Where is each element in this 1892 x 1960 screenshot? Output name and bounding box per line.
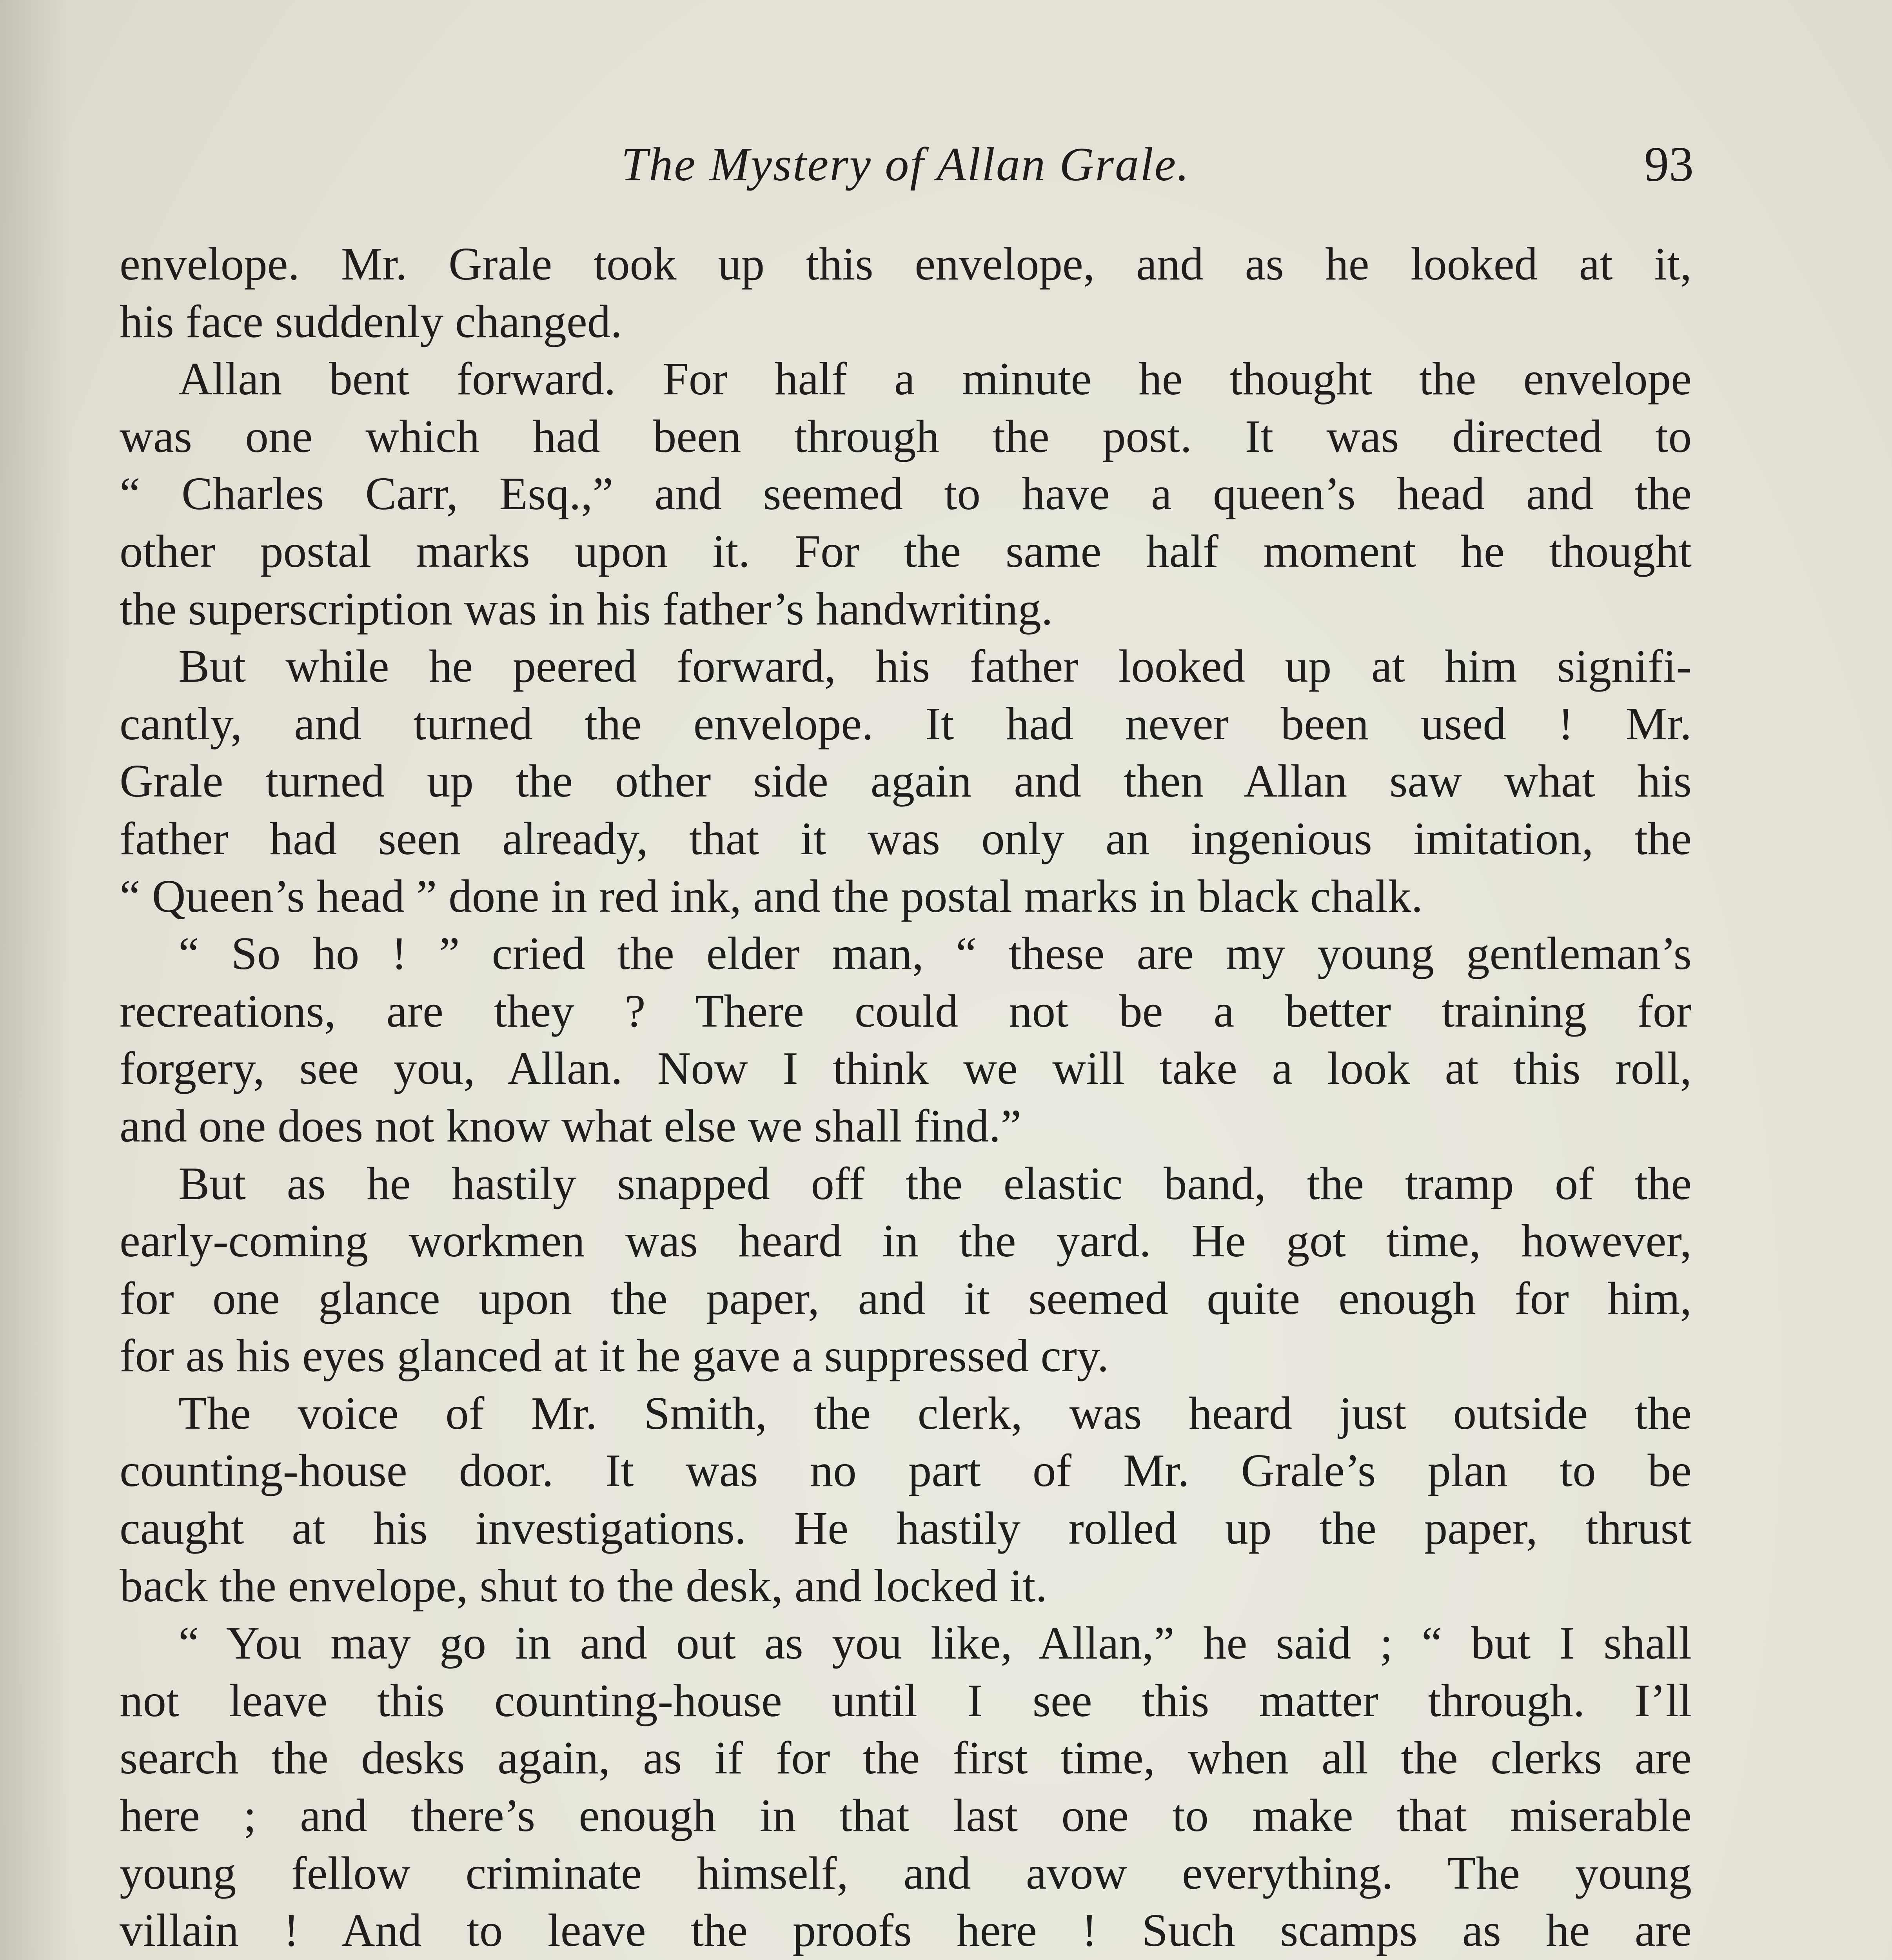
text-line: villain ! And to leave the proofs here ! Such scamps as he are [120, 1904, 1692, 1956]
text-line: and one does not know what else we shall find.” [120, 1100, 1022, 1152]
text-line: But while he peered forward, his father looked up at him signifi- [178, 640, 1692, 692]
text-line: “ So ho ! ” cried the elder man, “ these are my young gentleman’s [178, 927, 1692, 980]
paragraph [120, 1155, 1692, 1385]
text-line: caught at his investigations. He hastily rolled up the paper, thrust [120, 1502, 1692, 1554]
running-head [118, 129, 1694, 200]
text-line: was one which had been through the post. It was directed to [120, 410, 1692, 462]
text-line: The voice of Mr. Smith, the clerk, was heard just outside the [178, 1387, 1692, 1439]
paragraph [120, 637, 1692, 925]
text-line: his face suddenly changed. [120, 295, 623, 347]
text-line: recreations, are they ? There could not be a better training for [120, 985, 1692, 1037]
text-line: other postal marks upon it. For the same half moment he thought [120, 525, 1692, 577]
paragraph [120, 350, 1692, 637]
text-line: “ Charles Carr, Esq.,” and seemed to have a queen’s head and the [120, 468, 1692, 520]
text-line: for as his eyes glanced at it he gave a suppressed cry. [120, 1330, 1109, 1382]
text-line: Grale turned up the other side again and then Allan saw what his [120, 755, 1692, 807]
paragraph [120, 1614, 1692, 1960]
text-line: “ Queen’s head ” done in red ink, and the postal marks in black chalk. [120, 870, 1423, 922]
text-line: cantly, and turned the envelope. It had never been used ! Mr. [120, 697, 1692, 750]
text-line: for one glance upon the paper, and it seemed quite enough for him, [120, 1272, 1692, 1324]
paragraph [120, 235, 1692, 350]
text-line: Allan bent forward. For half a minute he thought the envelope [178, 353, 1692, 405]
text-line: envelope. Mr. Grale took up this envelope, and as he looked at it, [120, 238, 1692, 290]
paragraph [120, 925, 1692, 1154]
text-line: forgery, see you, Allan. Now I think we will take a look at this roll, [120, 1042, 1692, 1094]
text-line: not leave this counting-house until I see this matter through. I’ll [120, 1674, 1692, 1726]
text-line: father had seen already, that it was only an ingenious imitation, the [120, 812, 1692, 864]
text-line: here ; and there’s enough in that last one to make that miserable [120, 1789, 1692, 1842]
text-line: search the desks again, as if for the first time, when all the clerks are [120, 1732, 1692, 1784]
text-line: counting-house door. It was no part of Mr. Grale’s plan to be [120, 1445, 1692, 1497]
text-line: the superscription was in his father’s handwriting. [120, 583, 1053, 635]
running-title: The Mystery of Allan Grale. [621, 138, 1190, 191]
page-number: 93 [1644, 137, 1694, 192]
text-line: But as he hastily snapped off the elastic band, the tramp of the [178, 1157, 1692, 1209]
body-text [120, 235, 1692, 1960]
paragraph [120, 1385, 1692, 1614]
text-line: early-coming workmen was heard in the yard. He got time, however, [120, 1215, 1692, 1267]
gutter-shadow [0, 0, 71, 1960]
text-line: back the envelope, shut to the desk, and locked it. [120, 1559, 1048, 1612]
text-line: “ You may go in and out as you like, Allan,” he said ; “ but I shall [178, 1617, 1692, 1669]
text-line: young fellow criminate himself, and avow everything. The young [120, 1847, 1692, 1899]
